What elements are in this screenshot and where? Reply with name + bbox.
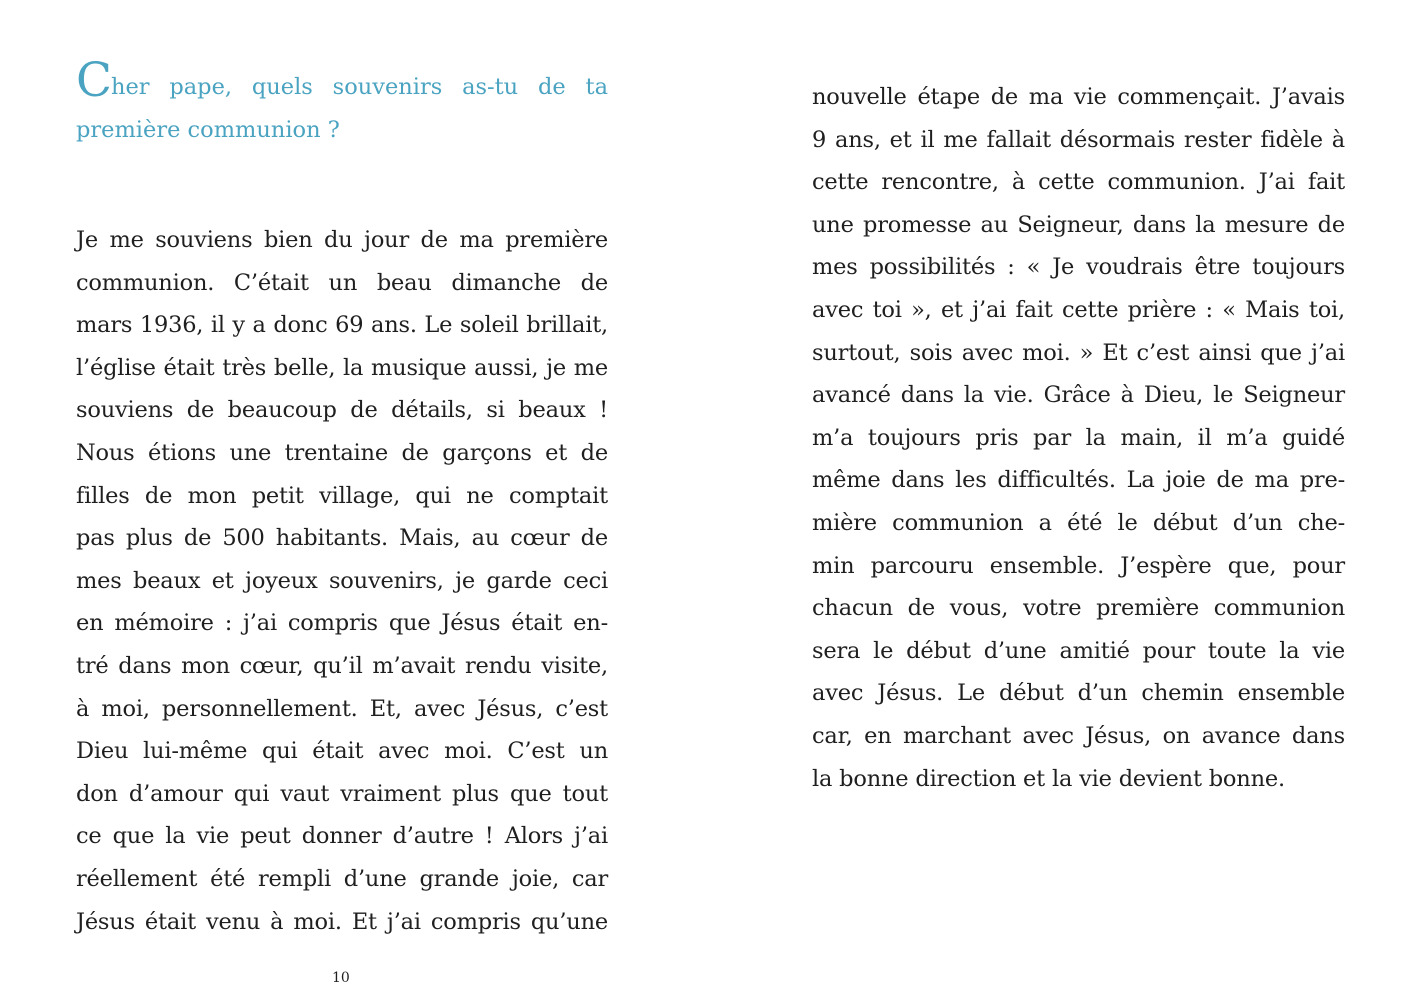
question-heading <box>76 53 608 151</box>
text-line: souviens de beaucoup de détails, si beaux ! <box>76 397 608 424</box>
text-line: car, en marchant avec Jésus, on avance dans <box>812 722 1345 749</box>
text-line: pas plus de 500 habitants. Mais, au cœur de <box>76 525 608 552</box>
text-line: mes beaux et joyeux souvenirs, je garde ceci <box>76 567 608 594</box>
question-line-2: première communion ? <box>76 116 340 143</box>
text-line: cette rencontre, à cette communion. J’ai fait <box>812 169 1345 196</box>
text-line: filles de mon petit village, qui ne comptait <box>76 482 608 509</box>
text-line: ce que la vie peut donner d’autre ! Alors j’ai <box>76 823 608 850</box>
text-line: mars 1936, il y a donc 69 ans. Le soleil brillait, <box>76 312 608 339</box>
text-line: communion. C’était un beau dimanche de <box>76 269 608 296</box>
text-line: tré dans mon cœur, qu’il m’avait rendu visite, <box>76 652 608 679</box>
text-line: une promesse au Seigneur, dans la mesure de <box>812 211 1345 238</box>
text-line: nouvelle étape de ma vie commençait. J’avais <box>812 84 1345 110</box>
text-line: en mémoire : j’ai compris que Jésus était en- <box>76 610 608 637</box>
text-line: la bonne direction et la vie devient bonne. <box>812 765 1285 792</box>
question-dropcap: C <box>76 53 112 108</box>
text-line: réellement été rempli d’une grande joie, car <box>76 865 608 892</box>
text-line: Jésus était venu à moi. Et j’ai compris qu’une <box>76 908 608 935</box>
text-line: Nous étions une trentaine de garçons et de <box>76 439 608 466</box>
text-line: m’a toujours pris par la main, il m’a guidé <box>812 424 1345 451</box>
text-line: Je me souviens bien du jour de ma première <box>76 227 608 253</box>
text-line: mes possibilités : « Je voudrais être toujours <box>812 254 1345 281</box>
text-line: Dieu lui-même qui était avec moi. C’est un <box>76 738 608 765</box>
text-line: avec toi », et j’ai fait cette prière : « Mais toi, <box>812 296 1345 323</box>
text-line: même dans les difficultés. La joie de ma pre- <box>812 467 1345 494</box>
page-number: 10 <box>332 970 350 986</box>
continued-text <box>812 76 1345 800</box>
text-line: sera le début d’une amitié pour toute la vie <box>812 637 1345 664</box>
answer-text <box>76 219 608 943</box>
question-line-1: Cher pape, quels souvenirs as-tu de ta <box>76 53 608 108</box>
text-line: 9 ans, et il me fallait désormais rester fidèle à <box>812 126 1345 153</box>
text-line: avec Jésus. Le début d’un chemin ensemble <box>812 680 1345 707</box>
text-line: surtout, sois avec moi. » Et c’est ainsi que j’ai <box>812 339 1345 366</box>
text-line: à moi, personnellement. Et, avec Jésus, c’est <box>76 695 608 722</box>
text-line: avancé dans la vie. Grâce à Dieu, le Seigneur <box>812 382 1345 409</box>
text-line: chacun de vous, votre première communion <box>812 595 1345 622</box>
text-line: mière communion a été le début d’un che- <box>812 509 1345 536</box>
text-line: min parcouru ensemble. J’espère que, pour <box>812 552 1345 579</box>
text-line: l’église était très belle, la musique aussi, je me <box>76 354 608 381</box>
text-line: don d’amour qui vaut vraiment plus que tout <box>76 780 608 807</box>
